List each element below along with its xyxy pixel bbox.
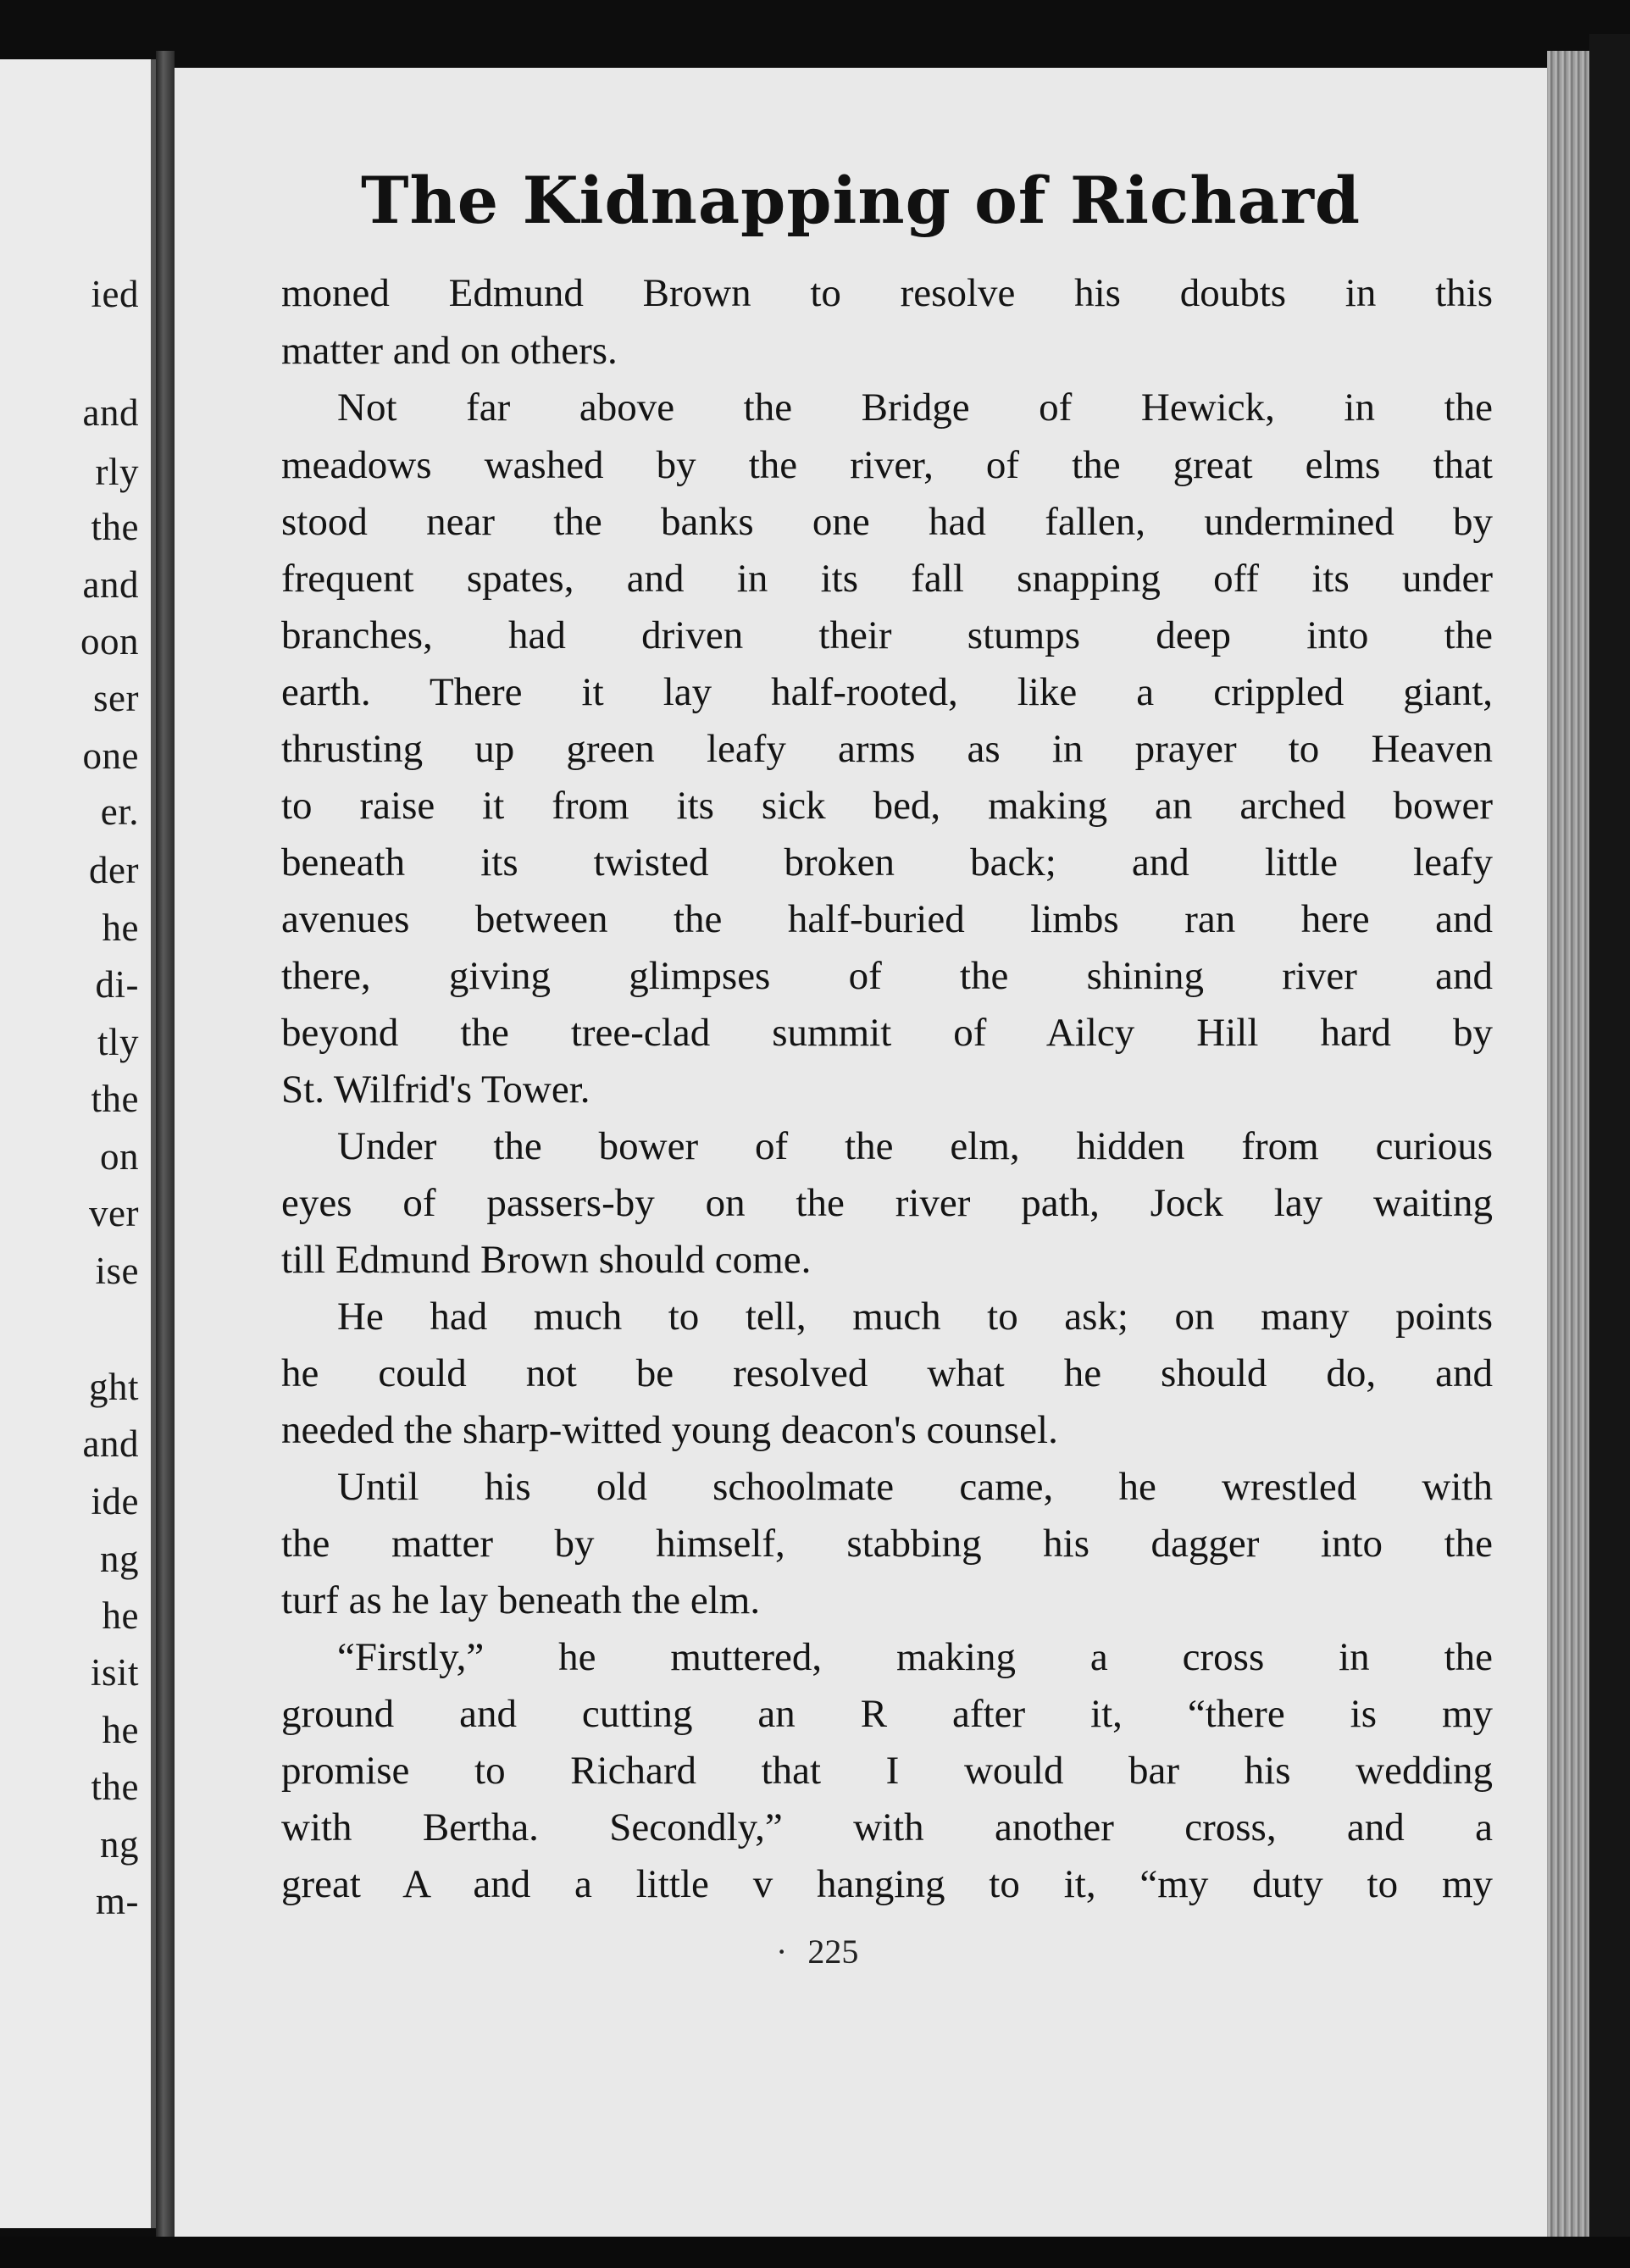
text-line: eyes of passers-by on the river path, Jock lay waiting xyxy=(281,1181,1493,1225)
text-line: meadows washed by the river, of the great elms that xyxy=(281,443,1493,487)
text-line: turf as he lay beneath the elm. xyxy=(281,1578,761,1622)
text-line: with Bertha. Secondly,” with another cross, and a xyxy=(281,1805,1493,1849)
left-page-fragment: and xyxy=(82,1422,139,1465)
text-line: ground and cutting an R after it, “there is my xyxy=(281,1692,1493,1736)
text-line: the matter by himself, stabbing his dagger into the xyxy=(281,1522,1493,1566)
text-line: branches, had driven their stumps deep into the xyxy=(281,613,1493,657)
left-page-fragment: and xyxy=(82,391,139,434)
left-page-fragment: m- xyxy=(96,1880,139,1922)
left-page-fragment: ght xyxy=(88,1366,139,1408)
text-line: to raise it from its sick bed, making an arched bower xyxy=(281,784,1493,828)
left-page-fragment: ng xyxy=(100,1823,139,1866)
left-page-fragment: ser xyxy=(93,677,139,719)
left-page-fragment: and xyxy=(82,563,139,606)
left-page-fragment: on xyxy=(100,1135,139,1178)
text-line: Until his old schoolmate came, he wrestled with xyxy=(337,1465,1493,1509)
left-page-fragment: ied xyxy=(91,273,139,315)
book-cover-edge xyxy=(1589,34,1630,2268)
book-page xyxy=(175,68,1547,2237)
text-line: matter and on others. xyxy=(281,329,618,373)
dot-mark: · xyxy=(776,1933,788,1971)
left-page-fragment: oon xyxy=(80,620,139,663)
left-page-fragment: the xyxy=(91,1766,139,1808)
left-page-fragment: ng xyxy=(100,1538,139,1580)
left-page-fragment: he xyxy=(102,1594,139,1637)
text-line: beneath its twisted broken back; and little leafy xyxy=(281,840,1493,884)
text-line: beyond the tree-clad summit of Ailcy Hill hard by xyxy=(281,1011,1493,1055)
running-head-title: The Kidnapping of Richard xyxy=(360,163,1361,238)
text-line: there, giving glimpses of the shining river and xyxy=(281,954,1493,998)
text-line: Not far above the Bridge of Hewick, in the xyxy=(337,385,1493,430)
text-line: “Firstly,” he muttered, making a cross in the xyxy=(337,1635,1493,1679)
text-line: moned Edmund Brown to resolve his doubts in this xyxy=(281,271,1493,315)
text-line: needed the sharp-witted young deacon's counsel. xyxy=(281,1408,1058,1452)
left-page-fragment: ise xyxy=(95,1250,139,1292)
text-line: earth. There it lay half-rooted, like a crippled giant, xyxy=(281,670,1493,714)
text-line: thrusting up green leafy arms as in prayer to Heaven xyxy=(281,727,1493,771)
text-line: he could not be resolved what he should do, and xyxy=(281,1351,1493,1395)
left-facing-page xyxy=(0,59,156,2228)
left-page-fragment: he xyxy=(102,907,139,949)
text-line: avenues between the half-buried limbs ran here and xyxy=(281,897,1493,941)
page-number xyxy=(776,1932,858,1971)
left-page-fragment: der xyxy=(89,849,139,891)
text-line: great A and a little v hanging to it, “my duty to my xyxy=(281,1862,1493,1906)
left-page-fragment: one xyxy=(82,735,139,777)
book-gutter xyxy=(156,51,175,2237)
left-page-fragment: er. xyxy=(100,790,139,833)
text-line: till Edmund Brown should come. xyxy=(281,1238,812,1282)
text-line: stood near the banks one had fallen, undermined by xyxy=(281,500,1493,544)
scan-bottom-border xyxy=(0,2237,1630,2268)
left-page-fragment: di- xyxy=(95,963,139,1006)
page-number-value: 225 xyxy=(807,1933,859,1971)
left-page-fragment: tly xyxy=(97,1021,139,1063)
text-line: St. Wilfrid's Tower. xyxy=(281,1067,590,1112)
page-stack-edge xyxy=(1547,51,1589,2254)
left-page-fragment: ide xyxy=(91,1480,139,1522)
text-line: promise to Richard that I would bar his wedding xyxy=(281,1749,1493,1793)
text-line: Under the bower of the elm, hidden from curious xyxy=(337,1124,1493,1168)
left-page-fragment: isit xyxy=(90,1651,139,1694)
left-page-fragment: rly xyxy=(95,451,139,493)
text-line: He had much to tell, much to ask; on many points xyxy=(337,1295,1493,1339)
left-page-fragment: ver xyxy=(89,1192,139,1234)
left-page-fragment: the xyxy=(91,506,139,548)
left-page-fragment: the xyxy=(91,1078,139,1120)
left-page-fragment: he xyxy=(102,1709,139,1751)
text-line: frequent spates, and in its fall snapping off its under xyxy=(281,557,1493,601)
